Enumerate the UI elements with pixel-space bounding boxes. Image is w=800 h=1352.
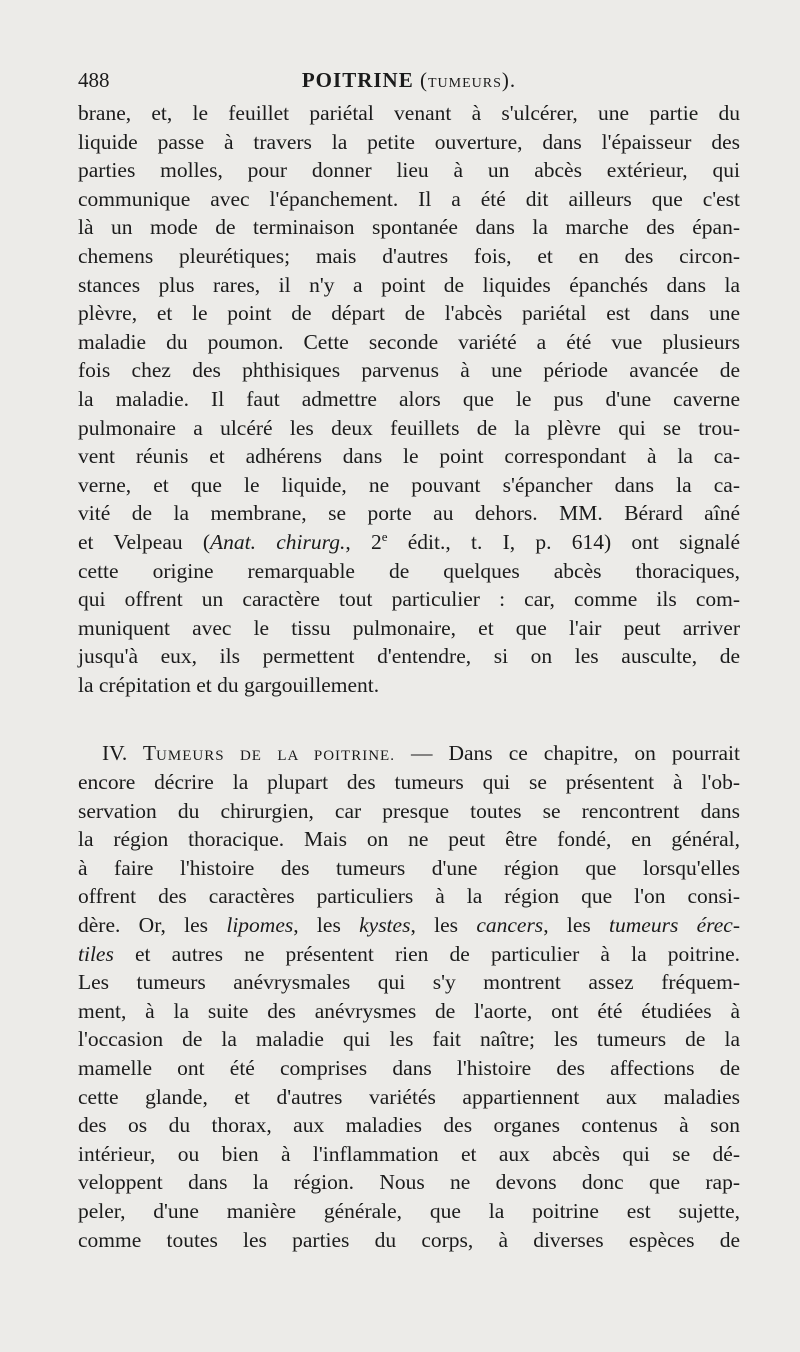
running-title-open: (	[419, 68, 428, 92]
text-line: fois chez des phthisiques parvenus à une période avancée de	[78, 358, 740, 383]
text-line-citation	[78, 528, 740, 557]
text-line: là un mode de terminaison spontanée dans la marche des épan-	[78, 215, 740, 240]
text-run: édit., t. I, p. 614) ont signalé	[387, 529, 740, 554]
text-line: la région thoracique. Mais on ne peut être fondé, en général,	[78, 827, 740, 852]
italic-term: tiles	[78, 941, 114, 966]
text-line: servation du chirurgien, car presque toutes se rencontrent dans	[78, 798, 740, 823]
text-run: , 2	[345, 529, 382, 554]
text-line: comme toutes les parties du corps, à diverses espèces de	[78, 1227, 740, 1252]
text-line-italics	[78, 911, 740, 940]
text-line: offrent des caractères particuliers à la région que l'on consi-	[78, 884, 740, 909]
text-line: peler, d'une manière générale, que la poitrine est sujette,	[78, 1198, 740, 1223]
text-run: dère. Or, les	[78, 913, 227, 938]
text-line: verne, et que le liquide, ne pouvant s'épancher dans la ca-	[78, 472, 740, 497]
text-line: intérieur, ou bien à l'inflammation et aux abcès qui se dé-	[78, 1141, 740, 1166]
text-line: plèvre, et le point de départ de l'abcès pariétal est dans une	[78, 301, 740, 326]
section-title: UMEURS DE LA POITRINE.	[156, 748, 395, 765]
text-run: — Dans ce chapitre, on pourrait	[394, 741, 740, 766]
italic-term: tumeurs érec-	[609, 913, 740, 938]
paragraph-gap	[78, 699, 740, 739]
page-number: 488	[78, 68, 110, 92]
text-line: vent réunis et adhérens dans le point correspondant à la ca-	[78, 444, 740, 469]
text-line: chemens pleurétiques; mais d'autres fois, et en des circon-	[78, 243, 740, 268]
running-title	[78, 64, 740, 100]
text-line: Les tumeurs anévrysmales qui s'y montrent assez fréquem-	[78, 970, 740, 995]
text-line: pulmonaire a ulcéré les deux feuillets de la plèvre qui se trou-	[78, 415, 740, 440]
running-title-main: POITRINE	[301, 68, 414, 92]
text-line: ment, à la suite des anévrysmes de l'aorte, ont été étudiées à	[78, 998, 740, 1023]
text-line: la crépitation et du gargouillement.	[78, 672, 380, 697]
italic-term: lipomes	[226, 913, 294, 938]
superscript: e	[381, 528, 388, 544]
italic-title: Anat. chirurg.	[210, 529, 346, 554]
text-run: , les	[410, 913, 477, 938]
text-line: brane, et, le feuillet pariétal venant à s'ulcérer, une partie du	[78, 101, 740, 125]
text-line: cette origine remarquable de quelques abcès thoraciques,	[78, 558, 740, 583]
text-line: la maladie. Il faut admettre alors que le pus d'une caverne	[78, 386, 740, 411]
text-line-italics	[78, 940, 740, 969]
text-line: encore décrire la plupart des tumeurs qui se présentent à l'ob-	[78, 770, 740, 795]
text-line: l'occasion de la maladie qui les fait naître; les tumeurs de la	[78, 1027, 740, 1052]
text-line: veloppent dans la région. Nous ne devons donc que rap-	[78, 1170, 740, 1195]
text-line: cette glande, et d'autres variétés appartiennent aux maladies	[78, 1084, 740, 1109]
text-run: , les	[543, 913, 610, 938]
text-line: stances plus rares, il n'y a point de liquides épanchés dans la	[78, 272, 740, 297]
text-run: , les	[293, 913, 360, 938]
text-line: muniquent avec le tissu pulmonaire, et que l'air peut arriver	[78, 615, 740, 640]
text-line: mamelle ont été comprises dans l'histoire des affections de	[78, 1056, 740, 1080]
running-title-close: ).	[501, 68, 517, 92]
text-run: et Velpeau (	[78, 529, 211, 554]
text-line: des os du thorax, aux maladies des organes contenus à son	[78, 1113, 740, 1138]
text-run: et autres ne présentent rien de particulier à la poitrine.	[113, 941, 740, 966]
italic-term: kystes	[359, 913, 411, 938]
text-line: jusqu'à eux, ils permettent d'entendre, si on les ausculte, de	[78, 644, 740, 669]
section-heading-line	[78, 739, 740, 768]
body-text	[78, 99, 740, 1254]
italic-term: cancers	[476, 913, 544, 938]
text-line: vité de la membrane, se porte au dehors. MM. Bérard aîné	[78, 501, 740, 526]
text-line: liquide passe à travers la petite ouverture, dans l'épaisseur des	[78, 129, 740, 154]
text-line: communique avec l'épanchement. Il a été dit ailleurs que c'est	[78, 186, 740, 211]
text-line: maladie du poumon. Cette seconde variété a été vue plusieurs	[78, 329, 740, 354]
page-header	[78, 64, 740, 96]
running-title-sub: TUMEURS	[427, 76, 502, 91]
section-numeral: IV. T	[102, 741, 157, 766]
text-line: parties molles, pour donner lieu à un abcès extérieur, qui	[78, 158, 740, 183]
text-line: qui offrent un caractère tout particulier : car, comme ils com-	[78, 587, 740, 612]
text-line: à faire l'histoire des tumeurs d'une région que lorsqu'elles	[78, 855, 740, 880]
